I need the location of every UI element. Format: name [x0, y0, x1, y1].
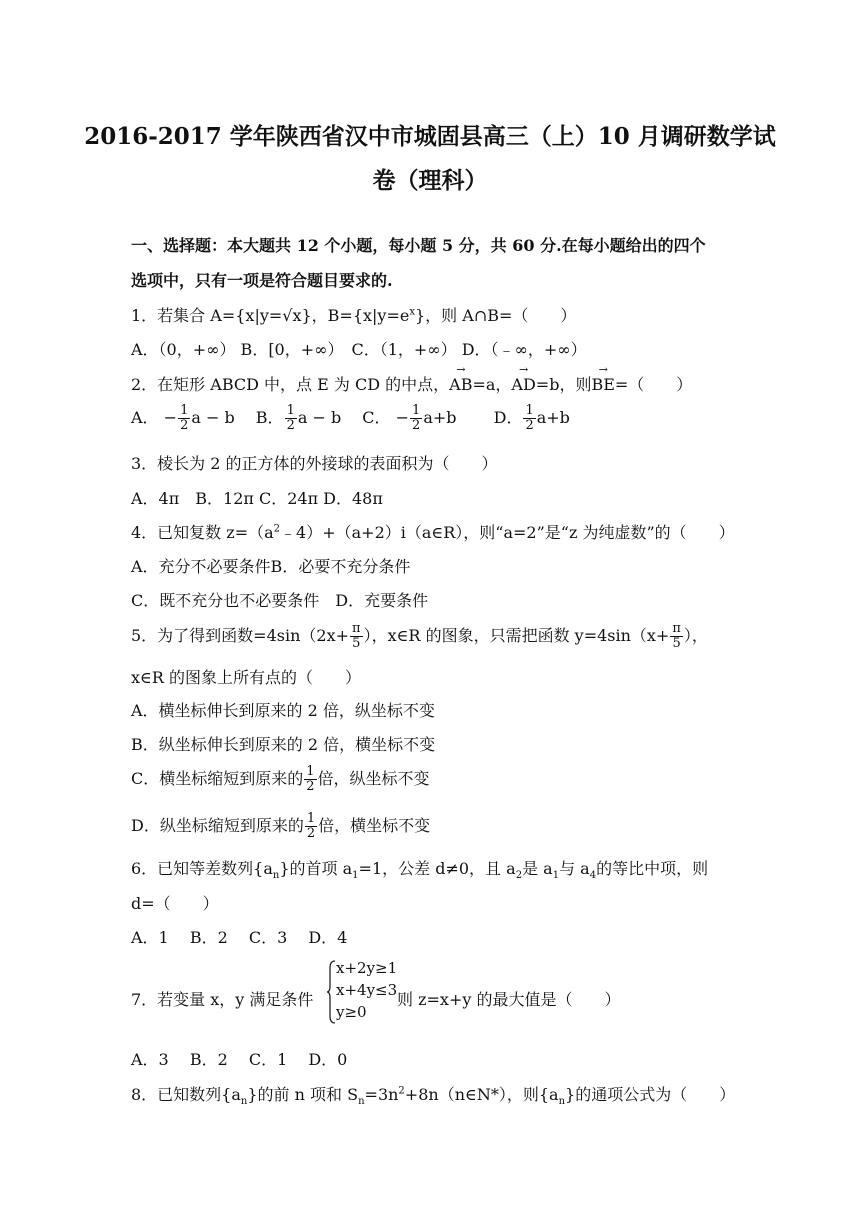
question-7-options: A．3 B．2 C．1 D．0: [131, 1050, 348, 1069]
section-heading-line-2: 选项中，只有一项是符合题目要求的.: [131, 271, 393, 290]
frac-num: 1: [286, 403, 295, 418]
q2-opt-b-expr: a − b: [297, 408, 342, 427]
q2-opt-a-minus: −: [163, 408, 178, 427]
q6-text-f: 的等比中项，则: [596, 859, 709, 878]
q6-text-d: 是 a: [522, 859, 553, 878]
frac-den: 2: [286, 418, 295, 433]
q2-opt-a-label: A．: [131, 408, 159, 427]
q8-sub-n: n: [240, 1096, 248, 1108]
constraint-system: [336, 957, 397, 1023]
question-5-line-2: x∈R 的图象上所有点的（ ）: [131, 668, 362, 687]
question-1: [131, 303, 576, 326]
vector-ab: → AB: [449, 375, 472, 394]
q1-text-a: 1．若集合 A=: [131, 306, 236, 325]
frac-num: 1: [306, 764, 315, 779]
frac-num: π: [352, 621, 361, 636]
q2-opt-a-expr: a − b: [191, 408, 235, 427]
q5d-text-a: D．纵坐标缩短到原来的: [131, 816, 304, 835]
q5d-fraction: [305, 812, 317, 841]
question-6-line-2: d=（ ）: [131, 894, 219, 913]
frac-den: 2: [180, 418, 189, 433]
q2-opt-c-label: C．: [346, 408, 391, 427]
constraint-3: y≥0: [336, 1003, 367, 1021]
q2-text-a: 2．在矩形 ABCD 中，点 E 为 CD 的中点，: [131, 375, 450, 394]
q4-exponent: 2: [273, 523, 281, 535]
question-3: 3．棱长为 2 的正方体的外接球的表面积为（ ）: [131, 454, 498, 473]
system-brace-icon: [326, 960, 336, 1024]
q2-opt-c-expr: a+b: [423, 408, 457, 427]
q2-opt-b-fraction: [285, 404, 297, 433]
q5d-text-b: 倍，横坐标不变: [318, 816, 431, 835]
q6-text-b: }的首项 a: [279, 859, 353, 878]
frac-den: 2: [306, 779, 315, 794]
q5-text-b: ），x∈R 的图象，只需把函数 y=4sin（x+: [363, 626, 670, 645]
q5-text-a: 5．为了得到函数=4sin（2x+: [131, 626, 350, 645]
frac-den: 5: [352, 636, 361, 651]
constraint-2: x+4y≤3: [336, 981, 398, 999]
frac-den: 2: [306, 826, 316, 841]
question-7-text-a: 7．若变量 x，y 满足条件: [131, 990, 314, 1009]
frac-den: 2: [412, 418, 421, 433]
question-5-option-c: [131, 765, 430, 794]
question-4-options-2: C．既不充分也不必要条件 D．充要条件: [131, 591, 429, 610]
q5c-text-a: C．横坐标缩短到原来的: [131, 769, 304, 788]
question-7-text-b: 则 z=x+y 的最大值是（ ）: [397, 990, 621, 1009]
question-6: [131, 856, 708, 881]
q8-text-a: 8．已知数列{a: [131, 1085, 241, 1104]
q2-text-d: =（ ）: [614, 375, 693, 394]
q2-opt-d-fraction: [523, 404, 535, 433]
question-4-options-1: A．充分不必要条件B．必要不充分条件: [131, 557, 411, 576]
question-5-option-b: B．纵坐标伸长到原来的 2 倍，横坐标不变: [131, 735, 436, 754]
q8-text-e: }的通项公式为（ ）: [565, 1085, 736, 1104]
q2-opt-b-label: B．: [239, 408, 284, 427]
q8-sub-n3: n: [558, 1096, 566, 1108]
q6-text-c: =1，公差 d≠0，且 a: [358, 859, 516, 878]
question-6-options: A．1 B．2 C．3 D．4: [131, 928, 348, 947]
q5c-fraction: [304, 765, 316, 794]
q8-text-b: }的前 n 项和 S: [247, 1085, 359, 1104]
q5-text-c: ），: [683, 626, 708, 645]
frac-den: 5: [672, 636, 681, 651]
q6-sub-2: 2: [515, 870, 523, 882]
frac-num: 1: [306, 811, 316, 826]
q1-exponent: x: [409, 306, 415, 318]
q4-text-c: ﹣4）+（a+2）i（a∈R），则“a=2”是“z 为纯虚数”的（ ）: [280, 523, 735, 542]
q6-sub-1b: 1: [552, 870, 560, 882]
q2-opt-c-fraction: [410, 404, 422, 433]
q5-fraction-1: [350, 622, 363, 651]
frac-num: 1: [180, 403, 189, 418]
q1-text-c: ，B={x|y=e: [311, 306, 410, 325]
q2-opt-d-expr: a+b: [536, 408, 570, 427]
q5c-text-b: 倍，纵坐标不变: [317, 769, 430, 788]
q6-text-e: 与 a: [559, 859, 590, 878]
q2-text-c: =b，则: [535, 375, 592, 394]
q6-sub-4: 4: [589, 870, 597, 882]
q6-sub-1: 1: [352, 870, 359, 882]
q5-fraction-2: [670, 622, 683, 651]
title-line-1: 2016-2017 学年陕西省汉中市城固县高三（上）10 月调研数学试: [84, 123, 776, 150]
q2-opt-a-fraction: [178, 404, 190, 433]
question-2: [131, 372, 692, 395]
q2-opt-c-minus: −: [395, 408, 410, 427]
q2-text-b: =a，: [472, 375, 512, 394]
q6-sub-n: n: [272, 870, 280, 882]
question-8: [131, 1082, 735, 1107]
q6-text-a: 6．已知等差数列{a: [131, 859, 273, 878]
vector-be: → BE: [591, 375, 614, 394]
frac-num: 1: [412, 403, 421, 418]
question-3-options: A．4π B．12π C．24π D．48π: [131, 489, 383, 508]
section-heading-line-1: 一、选择题：本大题共 12 个小题，每小题 5 分，共 60 分.在每小题给出的四个: [131, 236, 706, 255]
vector-ad: → AD: [511, 375, 535, 394]
q8-text-c: =3n: [364, 1085, 399, 1104]
q2-opt-d-label: D．: [461, 408, 523, 427]
question-4: [131, 520, 735, 543]
q8-exponent: 2: [398, 1085, 405, 1097]
constraint-1: x+2y≥1: [336, 959, 398, 977]
q8-text-d: +8n（n∈N*），则{a: [404, 1085, 559, 1104]
q8-sub-n2: n: [358, 1096, 365, 1108]
frac-num: 1: [525, 403, 534, 418]
frac-den: 2: [525, 418, 534, 433]
q4-text-a: 4．已知复数 z=（a: [131, 523, 274, 542]
question-2-options: [131, 404, 570, 433]
q1-text-e: }，则 A∩B=（ ）: [415, 306, 577, 325]
question-5-option-d: [131, 812, 430, 841]
q1-set-a: {x|y=√x}: [235, 306, 312, 325]
question-1-options: A．（0，+∞） B．[0，+∞） C．（1，+∞） D．（﹣∞，+∞）: [131, 340, 587, 359]
frac-num: π: [672, 621, 681, 636]
question-5-option-a: A．横坐标伸长到原来的 2 倍，纵坐标不变: [131, 701, 435, 720]
question-5: [131, 622, 708, 651]
title-line-2: 卷（理科）: [372, 167, 488, 194]
